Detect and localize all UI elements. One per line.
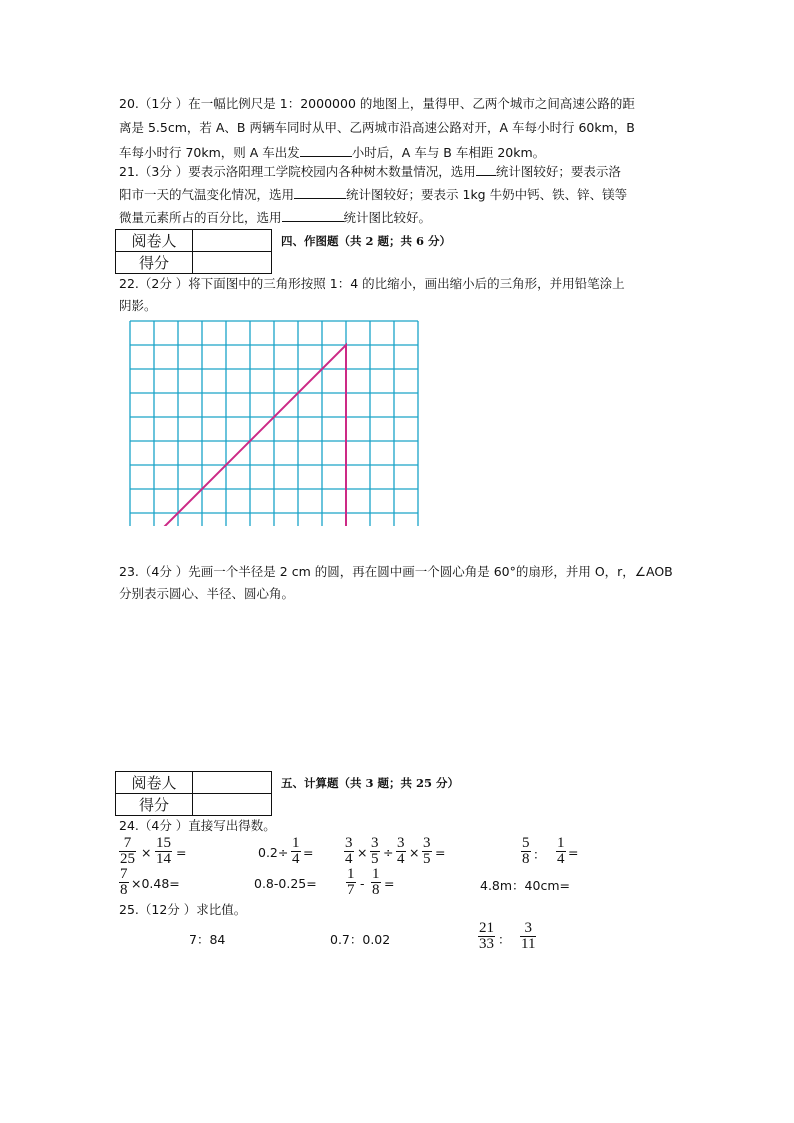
q24-e5-rest: ×0.48= (131, 876, 180, 891)
denominator: 4 (292, 851, 300, 867)
q24-e2-prefix: 0.2÷ (258, 845, 289, 860)
q21-line-1 (119, 163, 621, 180)
denominator: 33 (479, 936, 494, 952)
numerator: 3 (423, 835, 431, 851)
q21-line-2 (119, 186, 627, 203)
q24-e3-fraction-4 (422, 836, 432, 867)
denominator: 5 (423, 851, 431, 867)
q25-e1: 7：84 (189, 932, 226, 947)
score-label: 得分 (116, 252, 193, 274)
q20-line-2: 离是 5.5cm，若 A、B 两辆车同时从甲、乙两城市沿高速公路对开，A 车每小时行 60km，B (119, 120, 635, 135)
q24-e1-fraction-2 (155, 836, 172, 867)
numerator: 3 (524, 920, 532, 936)
score-field[interactable] (193, 794, 272, 816)
q25-e3-operator: ： (498, 932, 511, 947)
q21-answer-blank-2[interactable] (294, 186, 346, 199)
q21-line-2-start: 阳市一天的气温变化情况，选用 (119, 187, 295, 202)
denominator: 25 (120, 851, 135, 867)
q20-line-1: 20.（1分 ）在一幅比例尺是 1：2000000 的地图上，量得甲、乙两个城市之间高速公路的距 (119, 96, 635, 111)
q24-e3-fraction-1 (344, 836, 354, 867)
q22-line-1: 22.（2分 ）将下面图中的三角形按照 1：4 的比缩小，画出缩小后的三角形，并用铅笔涂上 (119, 276, 625, 291)
q20-line-3-start: 车每小时行 70km，则 A 车出发 (119, 145, 300, 160)
denominator: 5 (371, 851, 379, 867)
q24-e2-fraction (291, 836, 301, 867)
denominator: 11 (521, 936, 536, 952)
numerator: 3 (371, 835, 379, 851)
numerator: 7 (120, 866, 128, 882)
q25-e2: 0.7：0.02 (330, 932, 391, 947)
denominator: 8 (372, 882, 380, 898)
q21-line-3-end: 统计图比较好。 (343, 210, 432, 225)
q23-line-1: 23.（4分 ）先画一个半径是 2 cm 的圆，再在圆中画一个圆心角是 60°的扇形，并用 O，r，∠AOB (119, 564, 673, 579)
numerator: 3 (345, 835, 353, 851)
q25-e3-fraction-1 (478, 921, 495, 952)
q21-line-3-start: 微量元素所占的百分比，选用 (119, 210, 282, 225)
numerator: 1 (347, 866, 355, 882)
reviewer-label: 阅卷人 (116, 230, 193, 252)
denominator: 7 (347, 882, 355, 898)
reviewer-field[interactable] (193, 772, 272, 794)
numerator: 1 (372, 866, 380, 882)
q24-e7-fraction-1 (346, 867, 356, 898)
q24-e7-equals: = (384, 876, 395, 891)
denominator: 4 (397, 851, 405, 867)
q20-line-3-end: 小时后，A 车与 B 车相距 20km。 (351, 145, 546, 160)
q24-e3-operator-2: ÷ (383, 845, 394, 860)
q21-line-1-start: 21.（3分 ）要表示洛阳理工学院校园内各种树木数量情况，选用 (119, 164, 476, 179)
q24-e4-equals: = (568, 845, 579, 860)
numerator: 7 (123, 835, 132, 851)
q24-e3-equals: = (435, 845, 446, 860)
denominator: 14 (156, 851, 171, 867)
q24-e7-fraction-2 (371, 867, 381, 898)
q24-e5-fraction (119, 867, 129, 898)
grid-lines (130, 321, 418, 526)
score-field[interactable] (193, 252, 272, 274)
q24-e8: 4.8m：40cm= (480, 878, 570, 893)
denominator: 4 (345, 851, 353, 867)
q21-answer-blank-3[interactable] (282, 209, 344, 222)
q24-e3-operator-1: × (357, 845, 368, 860)
q21-line-2-end: 统计图较好；要表示 1kg 牛奶中钙、铁、锌、镁等 (346, 187, 628, 202)
score-label: 得分 (116, 794, 193, 816)
numerator: 21 (479, 920, 494, 936)
q24-e3-fraction-2 (370, 836, 380, 867)
q24-e2-equals: = (303, 845, 314, 860)
q24-e3-fraction-3 (396, 836, 406, 867)
numerator: 5 (522, 835, 530, 851)
q23-line-2: 分别表示圆心、半径、圆心角。 (119, 586, 295, 601)
q20-line-3 (119, 144, 545, 161)
q21-line-3 (119, 209, 431, 226)
denominator: 8 (522, 851, 530, 867)
q21-answer-blank-1[interactable] (476, 163, 496, 176)
q24-e1-equals: = (176, 845, 187, 860)
grid-figure (129, 320, 419, 526)
section-5-heading: 五、计算题（共 3 题；共 25 分） (281, 776, 460, 790)
q25-title: 25.（12分 ）求比值。 (119, 902, 247, 917)
q20-answer-blank[interactable] (300, 144, 352, 157)
numerator: 1 (557, 835, 565, 851)
numerator: 3 (397, 835, 405, 851)
q24-e1-operator: × (141, 845, 152, 860)
q24-title: 24.（4分 ）直接写出得数。 (119, 818, 276, 833)
q24-e6: 0.8-0.25= (254, 876, 317, 891)
numerator: 1 (292, 835, 300, 851)
reviewer-field[interactable] (193, 230, 272, 252)
q24-e1-fraction-1 (119, 836, 136, 867)
section-4-heading: 四、作图题（共 2 题；共 6 分） (281, 234, 452, 248)
q24-e3-operator-3: × (409, 845, 420, 860)
q25-e3-fraction-2 (520, 921, 536, 952)
q24-e4-fraction-1 (521, 836, 531, 867)
denominator: 8 (120, 882, 128, 898)
q22-line-2: 阴影。 (119, 298, 157, 313)
reviewer-label: 阅卷人 (116, 772, 193, 794)
denominator: 4 (557, 851, 565, 867)
q24-e4-fraction-2 (556, 836, 566, 867)
numerator: 15 (156, 835, 171, 851)
score-table-section-5 (115, 771, 272, 816)
q24-e7-operator: - (360, 876, 365, 891)
score-table-section-4 (115, 229, 272, 274)
q21-line-1-end: 统计图较好；要表示洛 (495, 164, 621, 179)
q24-e4-operator: ： (533, 847, 546, 862)
